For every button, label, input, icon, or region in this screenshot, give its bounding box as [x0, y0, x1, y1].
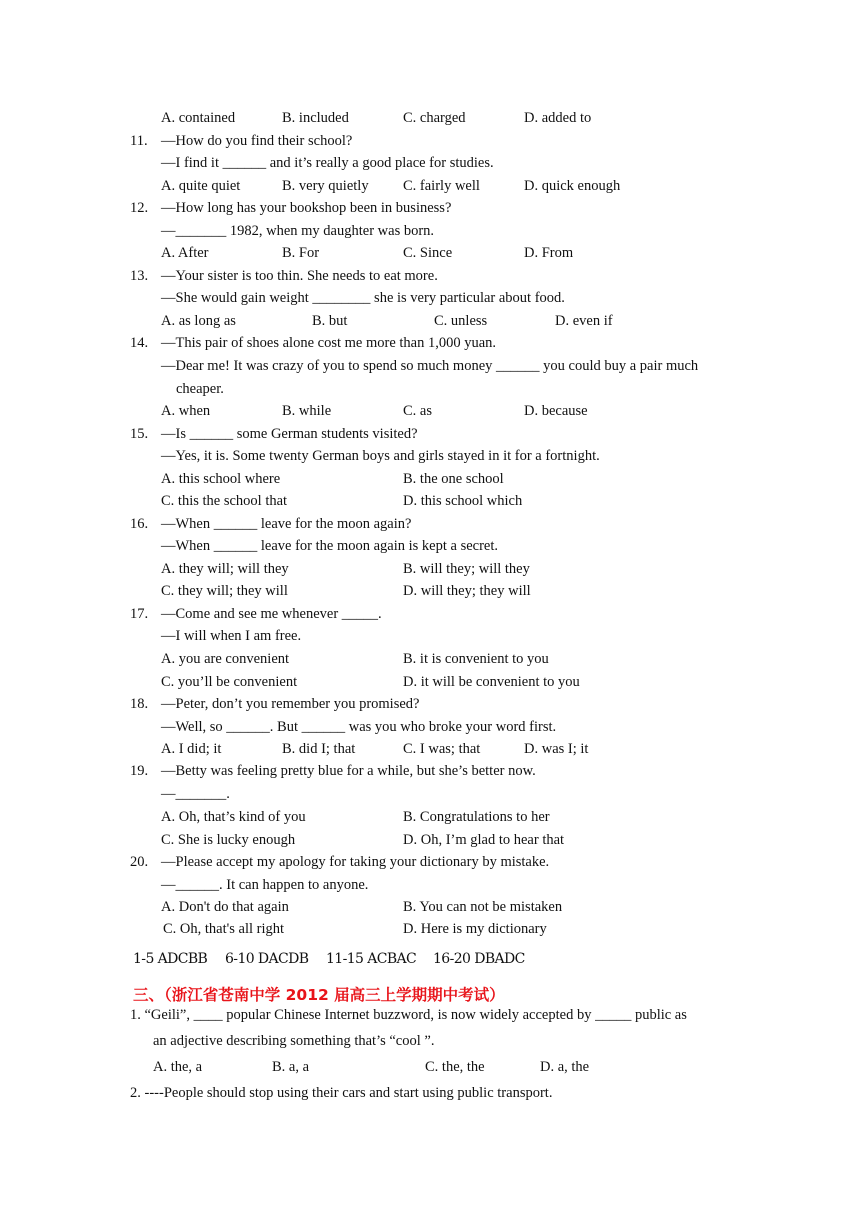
q13-number: 13.: [130, 268, 149, 284]
q13-option-b: B. but: [312, 313, 348, 329]
q13-line-1: —Your sister is too thin. She needs to eat more.: [161, 268, 438, 284]
s3-q1-option-d: D. a, the: [540, 1059, 590, 1075]
q13-option-d: D. even if: [555, 313, 613, 329]
q18-number: 18.: [130, 696, 149, 712]
q17-line-2: —I will when I am free.: [161, 628, 302, 644]
q15-option-c: C. this the school that: [161, 493, 288, 509]
q16-number: 16.: [130, 516, 149, 532]
q20-line-1: —Please accept my apology for taking your dictionary by mistake.: [161, 854, 550, 870]
q18-option-a: A. I did; it: [161, 741, 222, 757]
q17-option-c: C. you’ll be convenient: [161, 674, 298, 690]
q17-option-b: B. it is convenient to you: [403, 651, 549, 667]
q12-option-d: D. From: [524, 245, 574, 261]
q11-option-d: D. quick enough: [524, 178, 621, 194]
q10-option-a: A. contained: [161, 110, 236, 126]
answer-key-1-5: 1-5 ADCBB: [133, 951, 208, 967]
q11-option-c: C. fairly well: [403, 178, 480, 194]
q12-option-b: B. For: [282, 245, 320, 261]
q18-line-2: —Well, so ______. But ______ was you who broke your word first.: [161, 719, 557, 735]
s3-q1-option-b: B. a, a: [272, 1059, 310, 1075]
q11-option-a: A. quite quiet: [161, 178, 241, 194]
q13-option-a: A. as long as: [161, 313, 236, 329]
s3-q1-line-2: an adjective describing something that’s “cool ”.: [153, 1033, 435, 1049]
q11-number: 11.: [130, 133, 148, 149]
q16-option-d: D. will they; they will: [403, 583, 531, 599]
q15-option-a: A. this school where: [161, 471, 281, 487]
q14-line-1: —This pair of shoes alone cost me more than 1,000 yuan.: [161, 335, 497, 351]
q14-option-c: C. as: [403, 403, 432, 419]
q17-option-d: D. it will be convenient to you: [403, 674, 580, 690]
q13-line-2: —She would gain weight ________ she is very particular about food.: [161, 290, 565, 306]
q19-option-c: C. She is lucky enough: [161, 832, 296, 848]
q11-line-2: —I find it ______ and it’s really a good place for studies.: [161, 155, 494, 171]
q14-option-b: B. while: [282, 403, 332, 419]
q11-line-1: —How do you find their school?: [161, 133, 353, 149]
q17-option-a: A. you are convenient: [161, 651, 290, 667]
q14-line-3: cheaper.: [176, 381, 224, 397]
q18-option-c: C. I was; that: [403, 741, 481, 757]
q20-line-2: —______. It can happen to anyone.: [161, 877, 369, 893]
q10-option-b: B. included: [282, 110, 349, 126]
q10-option-c: C. charged: [403, 110, 466, 126]
q18-line-1: —Peter, don’t you remember you promised?: [161, 696, 420, 712]
q16-option-c: C. they will; they will: [161, 583, 288, 599]
q19-option-b: B. Congratulations to her: [403, 809, 550, 825]
q12-option-a: A. After: [161, 245, 209, 261]
q15-line-2: —Yes, it is. Some twenty German boys and girls stayed in it for a fortnight.: [161, 448, 600, 464]
q16-line-1: —When ______ leave for the moon again?: [161, 516, 412, 532]
q10-option-d: D. added to: [524, 110, 592, 126]
q17-line-1: —Come and see me whenever _____.: [161, 606, 382, 622]
q18-option-b: B. did I; that: [282, 741, 356, 757]
s3-q1-option-a: A. the, a: [153, 1059, 203, 1075]
q16-option-a: A. they will; will they: [161, 561, 289, 577]
q20-option-a: A. Don't do that again: [161, 899, 289, 915]
q14-line-2: —Dear me! It was crazy of you to spend so much money ______ you could buy a pair much: [161, 358, 699, 374]
q17-number: 17.: [130, 606, 149, 622]
q20-option-c: C. Oh, that's all right: [163, 921, 285, 937]
q14-number: 14.: [130, 335, 149, 351]
section-3-heading: 三、（浙江省苍南中学 2012 届高三上学期期中考试）: [133, 986, 505, 1004]
answer-key-6-10: 6-10 DACDB: [225, 951, 309, 967]
answer-key-11-15: 11-15 ACBAC: [326, 951, 417, 967]
q12-option-c: C. Since: [403, 245, 453, 261]
q18-option-d: D. was I; it: [524, 741, 589, 757]
q13-option-c: C. unless: [434, 313, 488, 329]
q12-line-2: —_______ 1982, when my daughter was born.: [161, 223, 435, 239]
q12-line-1: —How long has your bookshop been in business?: [161, 200, 452, 216]
q15-number: 15.: [130, 426, 149, 442]
answer-key-16-20: 16-20 DBADC: [433, 951, 525, 967]
q15-option-b: B. the one school: [403, 471, 504, 487]
q14-option-d: D. because: [524, 403, 588, 419]
q16-option-b: B. will they; will they: [403, 561, 530, 577]
q19-option-d: D. Oh, I’m glad to hear that: [403, 832, 565, 848]
q19-line-1: —Betty was feeling pretty blue for a while, but she’s better now.: [161, 763, 536, 779]
q11-option-b: B. very quietly: [282, 178, 369, 194]
q15-line-1: —Is ______ some German students visited?: [161, 426, 418, 442]
q16-line-2: —When ______ leave for the moon again is kept a secret.: [161, 538, 499, 554]
q20-option-b: B. You can not be mistaken: [403, 899, 563, 915]
q12-number: 12.: [130, 200, 149, 216]
s3-q1-line-1: 1. “Geili”, ____ popular Chinese Internet buzzword, is now widely accepted by _____ public as: [130, 1007, 687, 1023]
q19-option-a: A. Oh, that’s kind of you: [161, 809, 306, 825]
q19-number: 19.: [130, 763, 149, 779]
s3-q2-line-1: 2. ----People should stop using their cars and start using public transport.: [130, 1085, 553, 1101]
q19-line-2: —_______.: [161, 786, 230, 802]
s3-q1-option-c: C. the, the: [425, 1059, 485, 1075]
q20-number: 20.: [130, 854, 149, 870]
q14-option-a: A. when: [161, 403, 211, 419]
q20-option-d: D. Here is my dictionary: [403, 921, 547, 937]
q15-option-d: D. this school which: [403, 493, 523, 509]
